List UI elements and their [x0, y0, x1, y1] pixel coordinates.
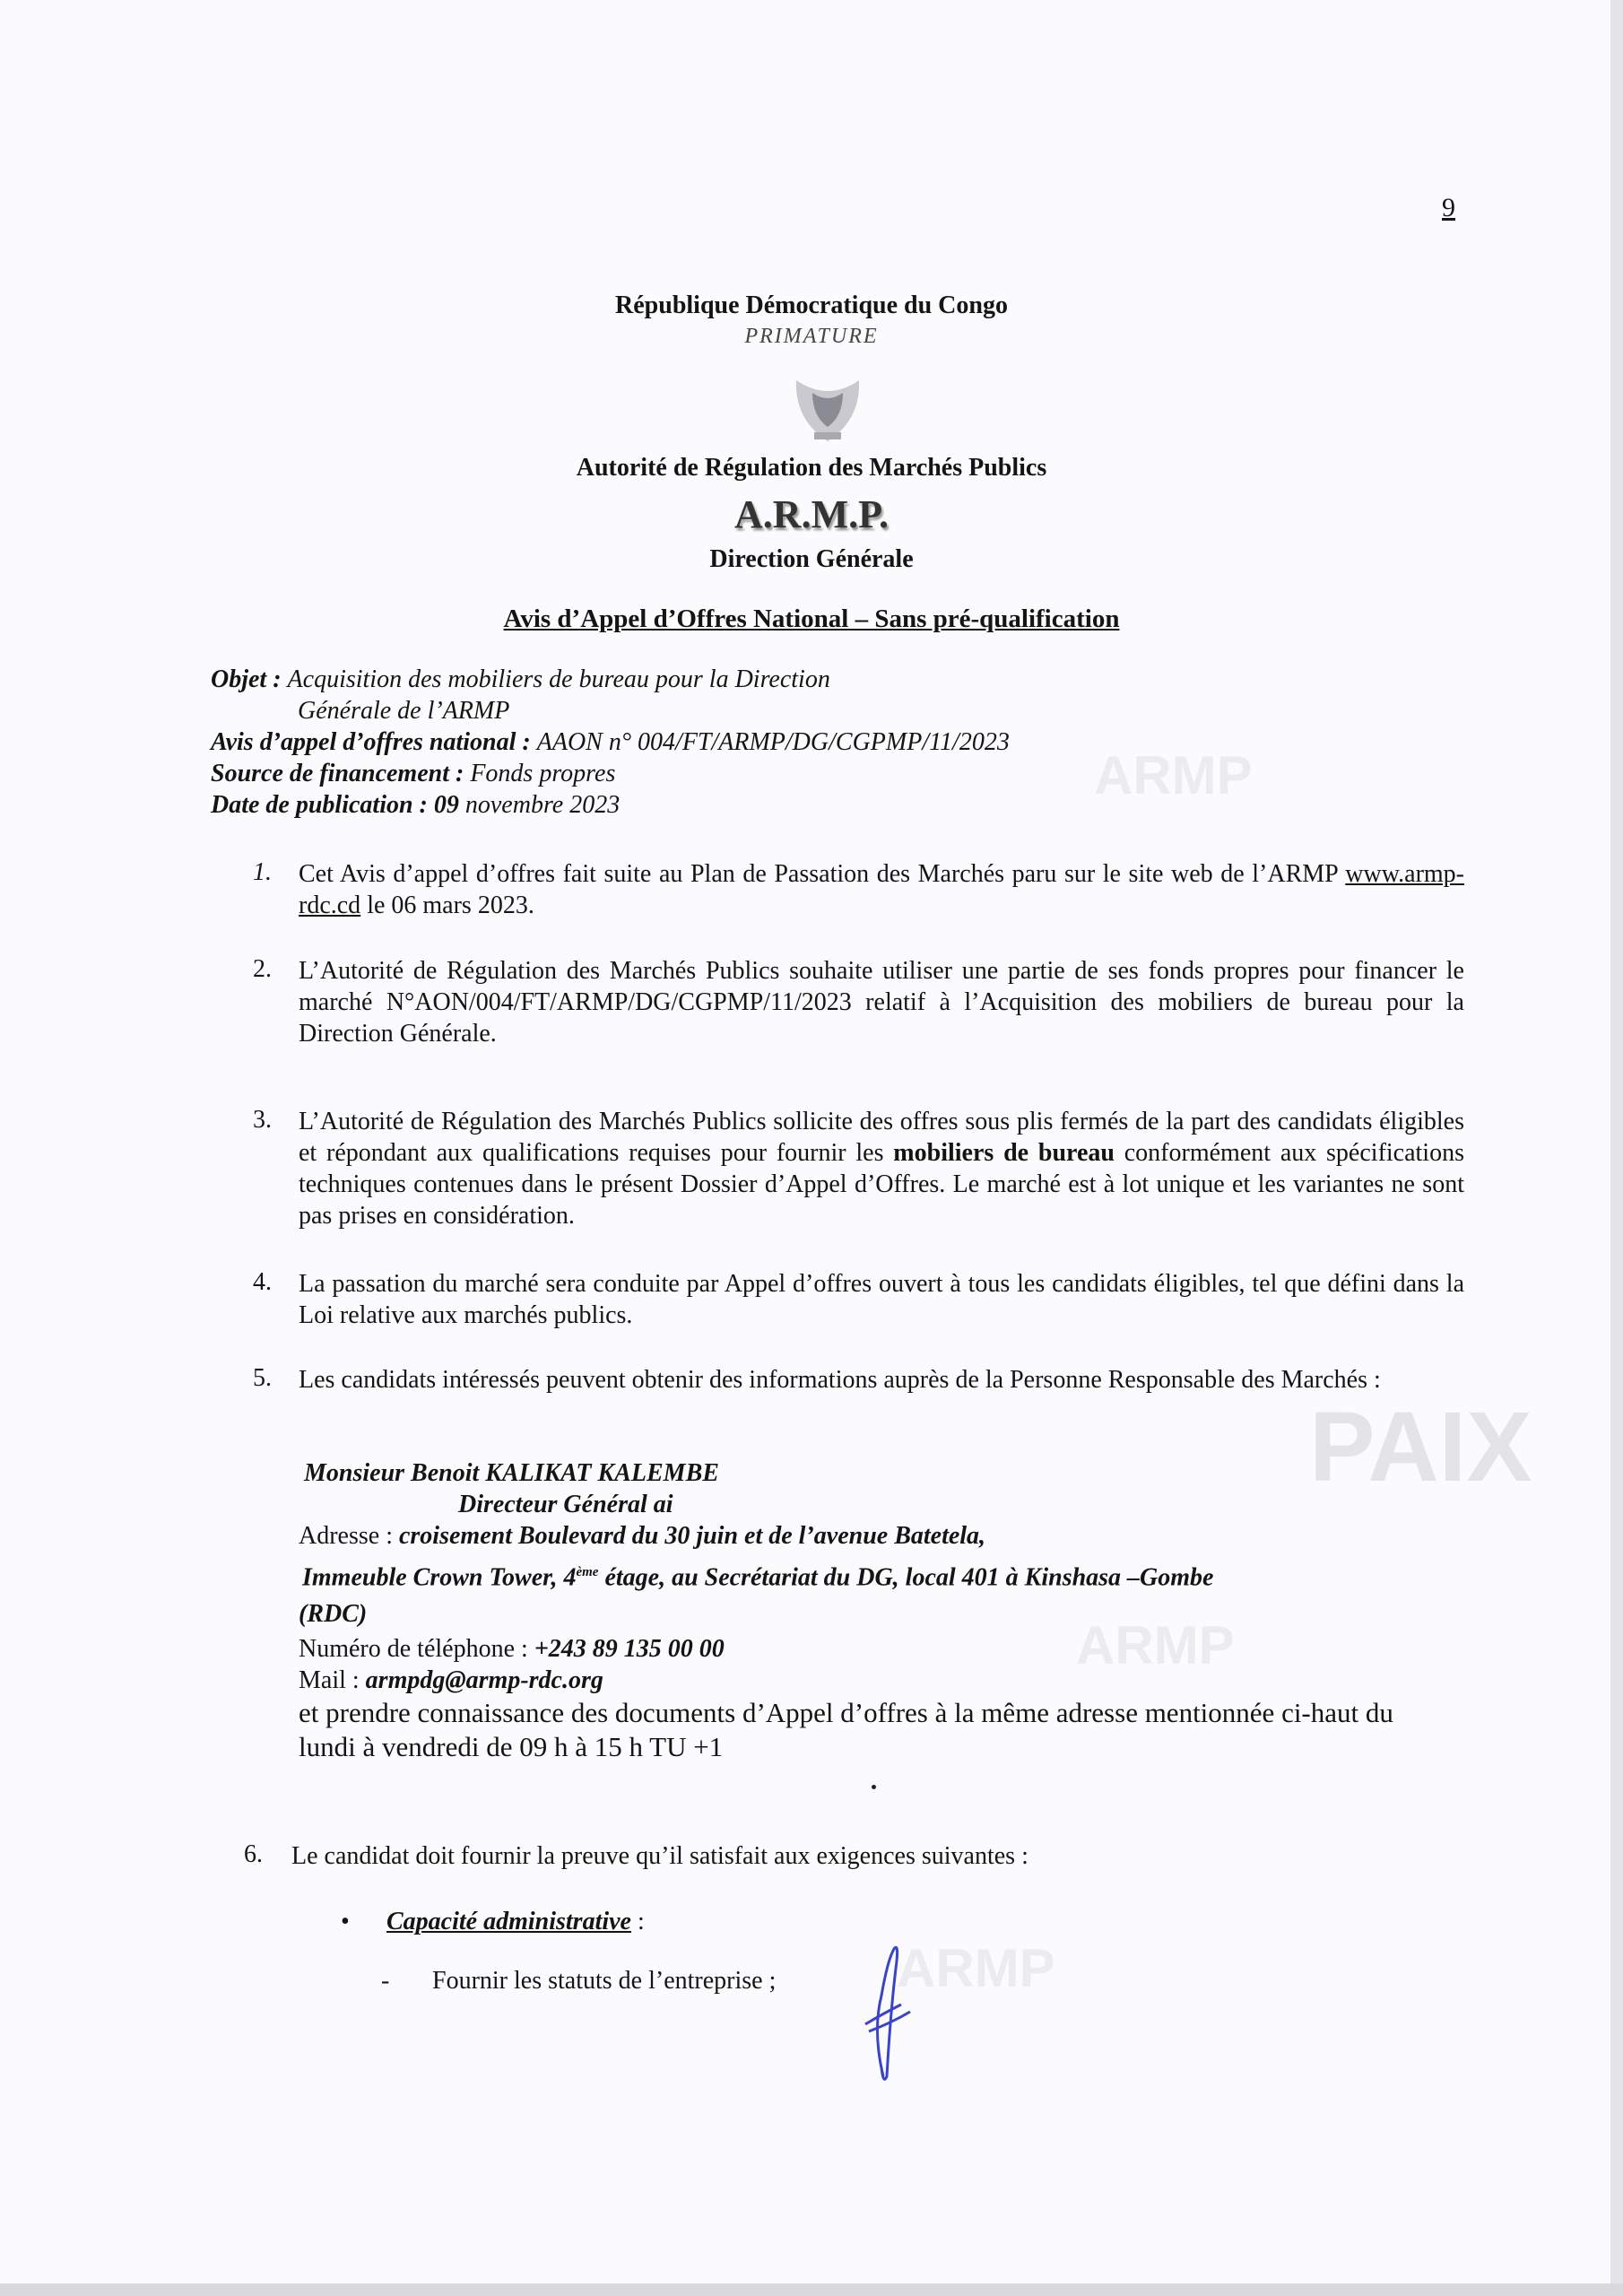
item-text: L’Autorité de Régulation des Marchés Publics sollicite des offres sous plis fermés de la part des candidats éligibles et répondant aux qualifications requises pour fournir les	[299, 1108, 1464, 1167]
avis-value: AAON n° 004/FT/ARMP/DG/CGPMP/11/2023	[536, 728, 1010, 756]
avis-label: Avis d’appel d’offres national :	[211, 728, 531, 756]
header-office-stamp: PRIMATURE	[744, 325, 879, 348]
item-number: 3.	[253, 1106, 272, 1134]
bullet-dot: •	[341, 1908, 350, 1935]
item-number: 4.	[253, 1268, 272, 1296]
address-label: Adresse :	[299, 1522, 393, 1550]
item-5: Les candidats intéressés peuvent obtenir des informations auprès de la Personne Responsable des Marchés :	[299, 1366, 1381, 1394]
source-value: Fonds propres	[470, 760, 616, 787]
item-text: conformément aux spécifications techniques contenues dans le présent Dossier d’Appel d’Offres. Le marché est à lot unique et les variantes ne sont pas prises en considération.	[299, 1139, 1464, 1230]
watermark-text: ARMP	[1076, 1615, 1235, 1675]
contact-block	[299, 1457, 1464, 1764]
item-1	[299, 858, 1464, 921]
coat-of-arms-icon	[787, 375, 868, 449]
phone-number: +243 89 135 00 00	[534, 1635, 725, 1664]
item-2: L’Autorité de Régulation des Marchés Publics souhaite utiliser une partie de ses fonds propres pour financer le marché N°AON/004/FT/ARMP/DG/CGPMP/11/2023 relatif à l’Acquisition des mobiliers de bureau pour la Direction Générale.	[299, 957, 1464, 1048]
item-number: 6.	[244, 1840, 263, 1868]
item-bold-text: mobiliers de bureau	[893, 1139, 1115, 1167]
header-authority: Autorité de Régulation des Marchés Publics	[576, 454, 1047, 482]
date-rest: novembre 2023	[464, 791, 621, 819]
address-line-3: (RDC)	[299, 1600, 368, 1629]
bullet-suffix: :	[631, 1908, 645, 1935]
address-line-2: Immeuble Crown Tower, 4	[302, 1563, 577, 1592]
stray-dot	[872, 1785, 876, 1789]
notice-title: Avis d’Appel d’Offres National – Sans pré-qualification	[503, 604, 1120, 633]
item-4: La passation du marché sera conduite par Appel d’offres ouvert à tous les candidats éligibles, tel que défini dans la Loi relative aux marchés publics.	[299, 1270, 1464, 1329]
date-day: 09	[433, 791, 459, 819]
item-6: Le candidat doit fournir la preuve qu’il satisfait aux exigences suivantes :	[291, 1842, 1028, 1870]
mail-label: Mail :	[299, 1666, 360, 1695]
watermark-text: ARMP	[897, 1938, 1055, 1998]
objet-label: Objet :	[211, 665, 282, 693]
requirement-dash-item: Fournir les statuts de l’entreprise ;	[432, 1967, 777, 1995]
armp-website-link[interactable]: www.armp-rdc.cd	[299, 860, 1464, 919]
objet-value-cont: Générale de l’ARMP	[298, 697, 510, 725]
item-text: le 06 mars 2023.	[367, 891, 534, 919]
signature-initials	[856, 1942, 919, 2090]
objet-value: Acquisition des mobiliers de bureau pour la Direction	[287, 665, 830, 693]
page-number: 9	[1442, 193, 1455, 222]
item-number: 5.	[253, 1364, 272, 1392]
header-acronym: A.R.M.P.	[734, 492, 889, 536]
item-number: 2.	[253, 955, 272, 983]
address-line-1: croisement Boulevard du 30 juin et de l’avenue Batetela,	[398, 1522, 986, 1550]
requirement-bullet	[386, 1906, 645, 1937]
contact-role: Directeur Général ai	[458, 1491, 673, 1518]
watermark-paix: PAIX	[1309, 1392, 1532, 1502]
watermark-text: ARMP	[1094, 745, 1253, 805]
dash-marker: -	[381, 1967, 390, 1995]
address-sup: ème	[576, 1565, 599, 1579]
scan-bottom-edge	[0, 2283, 1623, 2296]
contact-name: Monsieur Benoit KALIKAT KALEMBE	[304, 1459, 719, 1487]
header-direction: Direction Générale	[709, 545, 914, 573]
notice-meta	[211, 664, 1466, 821]
source-label: Source de financement :	[211, 760, 464, 787]
item-number: 1.	[253, 858, 272, 886]
item-3	[299, 1106, 1464, 1231]
mail-address[interactable]: armpdg@armp-rdc.org	[365, 1666, 603, 1695]
bullet-label: Capacité administrative	[386, 1908, 631, 1935]
contact-closing: et prendre connaissance des documents d’Appel d’offres à la même adresse mentionnée ci-haut du lundi à vendredi de 09 h à 15 h TU +1	[299, 1697, 1393, 1763]
date-label: Date de publication :	[211, 791, 428, 819]
item-text: Cet Avis d’appel d’offres fait suite au Plan de Passation des Marchés paru sur le site web de l’ARMP	[299, 860, 1338, 888]
header-country: République Démocratique du Congo	[615, 291, 1008, 319]
address-line-2b: étage, au Secrétariat du DG, local 401 à Kinshasa –Gombe	[598, 1563, 1214, 1592]
phone-label: Numéro de téléphone :	[299, 1635, 528, 1664]
